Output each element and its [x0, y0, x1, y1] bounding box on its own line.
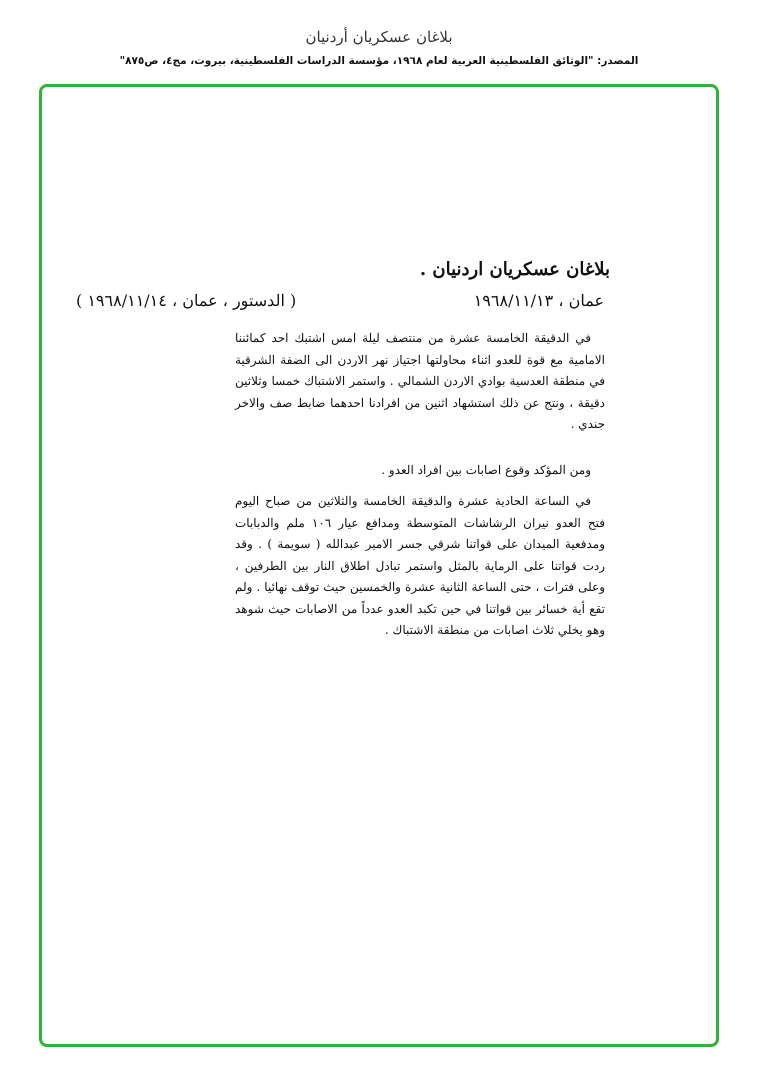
paragraph-2 [235, 460, 605, 482]
paragraph-1-text: في الدقيقة الخامسة عشرة من منتصف ليلة امس اشتبك احد كمائننا الامامية مع قوة للعدو اثناء محاولتها اجتياز نهر الاردن الى الضفة الشرقية في منطقة العدسية بوادي الاردن الشمالي . واستمر الاشتباك خمسا وثلاثين دقيقة ، ونتج عن ذلك استشهاد اثنين من افرادنا احدهما ضابط صف والاخر جندي . [235, 331, 605, 431]
paragraph-3-text: في الساعة الحادية عشرة والدقيقة الخامسة والثلاثين من صباح اليوم فتح العدو نيران الرشاشات المتوسطة ومدافع عيار ١٠٦ ملم والدبابات ومدفعية الميدان على قواتنا شرقي جسر الامير عبدالله ( سويمة ) . وقد ردت قواتنا على الرماية بالمثل واستمر تبادل اطلاق النار بين الطرفين ، وعلى فترات ، حتى الساعة الثانية عشرة والخمسين حيث توقف نهائيا . ولم تقع أية خسائر بين قواتنا في حين تكبد العدو عدداً من الاصابات حيث شوهد وهو يخلي ثلاث اصابات من منطقة الاشتباك . [235, 494, 605, 637]
page-title: بلاغان عسكريان أردنيان [305, 28, 453, 46]
source-citation: المصدر: "الوثائق الفلسطينية العربية لعام ١٩٦٨، مؤسسة الدراسات الفلسطينية، بيروت، مج٤، ص٨٧٥" [119, 55, 639, 67]
paragraph-2-text: ومن المؤكد وقوع اصابات بين افراد العدو . [381, 463, 591, 477]
publication-reference: ( الدستور ، عمان ، ١٩٦٨/١١/١٤ ) [76, 291, 297, 310]
paragraph-1 [235, 328, 605, 436]
document-heading: بلاغان عسكريان اردنيان . [419, 259, 610, 280]
paragraph-3 [235, 491, 605, 642]
dateline: عمان ، ١٩٦٨/١١/١٣ [473, 291, 604, 310]
